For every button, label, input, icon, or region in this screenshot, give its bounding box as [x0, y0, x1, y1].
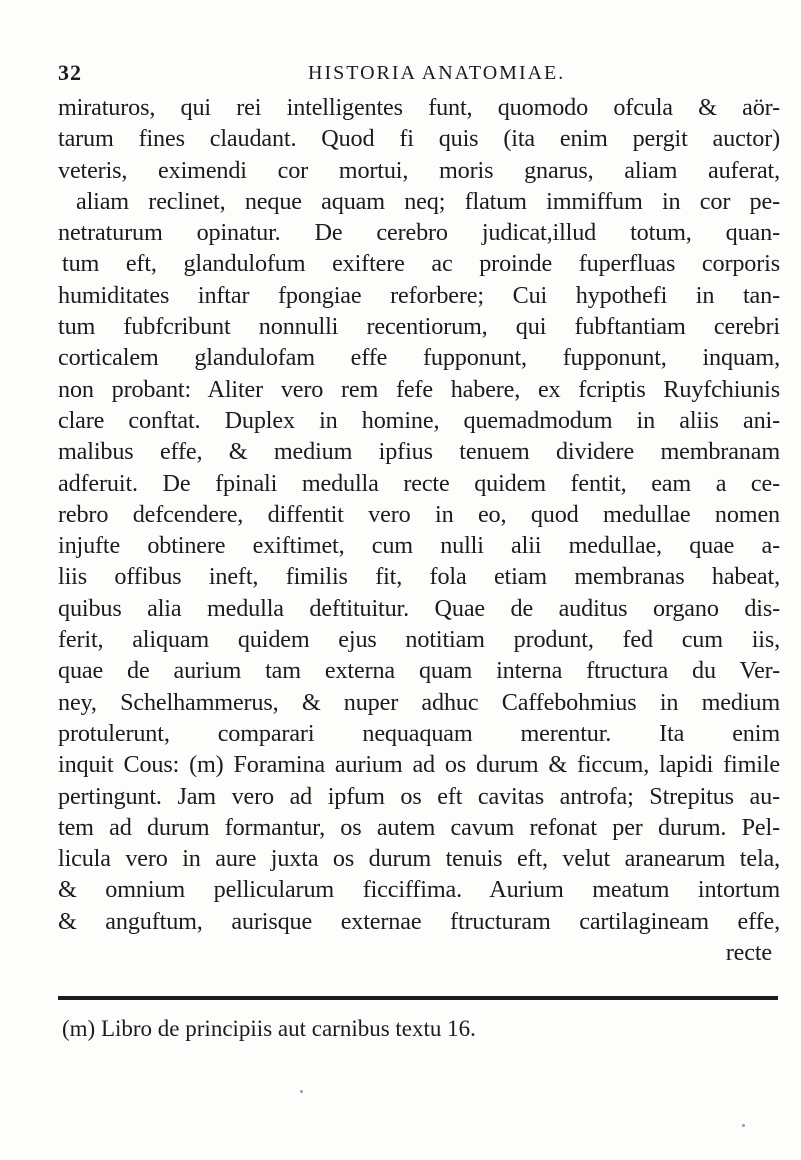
text-line: netraturum opinatur. De cerebro judicat,illud totum, quan-	[58, 219, 780, 247]
text-line: veteris, eximendi cor mortui, moris gnarus, aliam auferat,	[58, 156, 780, 184]
text-line: & anguftum, aurisque externae ftructuram cartilagineam effe,	[58, 907, 780, 935]
text-line: protulerunt, comparari nequaquam merentur. Ita enim	[58, 719, 780, 747]
page-number: 32	[58, 60, 82, 85]
text-line: tum fubfcribunt nonnulli recentiorum, qui fubftantiam cerebri	[58, 313, 780, 341]
text-line: adferuit. De fpinali medulla recte quidem fentit, eam a ce-	[58, 469, 780, 497]
text-line: pertingunt. Jam vero ad ipfum os eft cavitas antrofa; Strepitus au-	[58, 782, 780, 810]
paper-speck	[300, 1090, 303, 1093]
text-line: tum eft, glandulofum exiftere ac proinde fuperfluas corporis	[62, 250, 780, 278]
text-line: miraturos, qui rei intelligentes funt, quomodo ofcula & aör-	[58, 94, 780, 121]
text-line: tem ad durum formantur, os autem cavum refonat per durum. Pel-	[58, 813, 780, 841]
running-title: HISTORIA ANATOMIAE.	[308, 62, 566, 84]
catchword: recte	[725, 939, 772, 967]
text-line: humiditates inftar fpongiae reforbere; Cui hypothefi in tan-	[58, 281, 780, 309]
text-line: non probant: Aliter vero rem fefe habere, ex fcriptis Ruyfchiunis	[58, 375, 780, 403]
text-line: clare conftat. Duplex in homine, quemadmodum in aliis ani-	[58, 406, 780, 434]
paper-speck	[742, 1124, 745, 1127]
text-line: rebro defcendere, diffentit vero in eo, quod medullae nomen	[58, 500, 780, 528]
text-line: quibus alia medulla deftituitur. Quae de auditus organo dis-	[58, 594, 780, 622]
text-line: injufte obtinere exiftimet, cum nulli alii medullae, quae a-	[58, 532, 780, 560]
footnote: (m) Libro de principiis aut carnibus textu 16.	[62, 1016, 476, 1041]
text-line: quae de aurium tam externa quam interna ftructura du Ver-	[58, 657, 780, 685]
text-line: inquit Cous: (m) Foramina aurium ad os durum & ficcum, lapidi fimile	[58, 751, 780, 779]
text-line: ferit, aliquam quidem ejus notitiam produnt, fed cum iis,	[58, 626, 780, 654]
body-text	[58, 92, 780, 968]
text-line: corticalem glandulofam effe fupponunt, fupponunt, inquam,	[58, 344, 780, 372]
footnote-rule	[58, 996, 778, 1000]
text-line: licula vero in aure juxta os durum tenuis eft, velut aranearum tela,	[58, 845, 780, 873]
text-line: ney, Schelhammerus, & nuper adhuc Caffebohmius in medium	[58, 688, 780, 716]
page-header	[58, 60, 758, 90]
text-line: tarum fines claudant. Quod fi quis (ita enim pergit auctor)	[58, 125, 780, 153]
text-line: liis offibus ineft, fimilis fit, fola etiam membranas habeat,	[58, 563, 780, 591]
text-line: & omnium pellicularum ficciffima. Aurium meatum intortum	[58, 876, 780, 904]
text-line: malibus effe, & medium ipfius tenuem dividere membranam	[58, 438, 780, 466]
text-line: aliam reclinet, neque aquam neq; flatum immiffum in cor pe-	[76, 187, 780, 215]
